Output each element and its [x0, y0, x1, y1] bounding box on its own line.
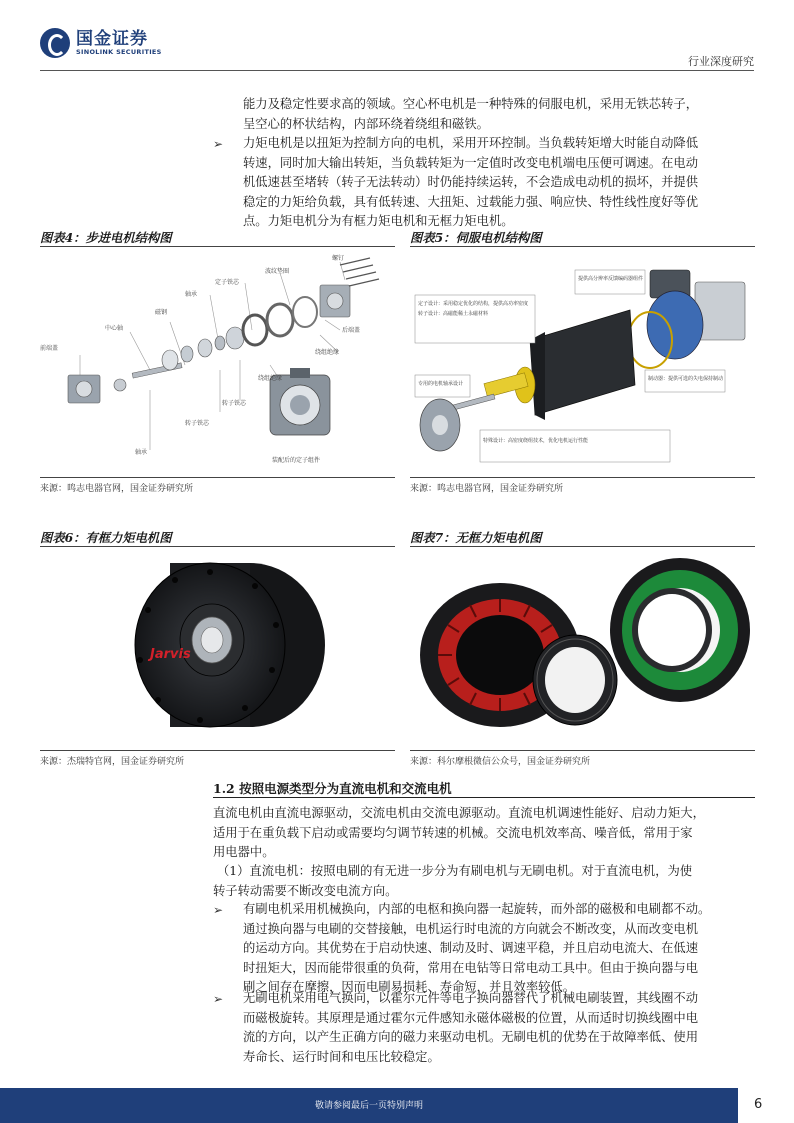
label-winding-insulation: 绕组绝缘 [315, 349, 340, 356]
label-winding-insulation-2: 绕组绝缘 [258, 375, 283, 382]
figure4-bottom-rule [40, 477, 395, 478]
figure7-title: 图表7：无框力矩电机图 [410, 530, 542, 545]
label-stator-design: 定子设计：采用稳定优化的结构，提供高功率密度 [418, 301, 529, 307]
section-heading: 1.2 按照电源类型分为直流电机和交流电机 [213, 781, 452, 796]
bullet-icon: ➢ [213, 992, 224, 1006]
dc-ac-paragraph: 直流电机由直流电源驱动，交流电机由交流电源驱动。直流电机调速性能好、启动力矩大， 适用于在重负载下启动或需要均匀调节转速的机械。交流电机效率高、噪音低，常用于家 用电器中。 [213, 806, 705, 859]
logo-name-en: SINOLINK SECURITIES [76, 48, 162, 56]
figure7-frameless-torque-motor [410, 550, 755, 745]
figure5-bottom-rule [410, 477, 755, 478]
label-rotor-core: 转子铁芯 [222, 400, 247, 407]
figure7-source: 来源：科尔摩根微信公众号，国金证券研究所 [410, 757, 591, 767]
dc-motor-paragraph: （1）直流电机：按照电刷的有无进一步分为有刷电机与无刷电机。对于直流电机，为使 转子转动需要不断改变电流方向。 [213, 864, 693, 898]
label-magnet: 磁钢 [155, 309, 168, 316]
figure6-bottom-rule [40, 750, 395, 751]
torque-motor-paragraph: 力矩电机是以扭矩为控制方向的电机，采用开环控制。当负载转矩增大时能自动降低 转速，同时加大输出转矩，当负载转矩为一定值时改变电机端电压便可调速。在电动 机低速甚至堵转（转子无法转动）时仍能持续运转，不会造成电动机的损坏，并提供 稳定的力矩给负载，具有低转速、大扭矩、过载能力强、响应快、特性线性度好等优 点。力矩电机分为有框力矩电机和无框力矩电机。 [243, 136, 698, 228]
figure5-rule [410, 246, 755, 247]
figure5-servo-diagram [410, 250, 755, 475]
figure4-source: 来源：鸣志电器官网，国金证券研究所 [40, 484, 194, 494]
figure4-title: 图表4：步进电机结构图 [40, 230, 172, 245]
label-stator-assembly: 装配后的定子组件 [272, 457, 321, 464]
bullet-icon: ➢ [213, 903, 224, 917]
bullet-icon: ➢ [213, 137, 224, 151]
company-logo [40, 28, 162, 58]
figure6-title: 图表6：有框力矩电机图 [40, 530, 172, 545]
figure6-source: 来源：杰瑞特官网，国金证券研究所 [40, 757, 185, 767]
label-special-design: 特殊设计：高密度绕组技术，优化电机运行性能 [483, 438, 589, 444]
label-stator-core: 定子铁芯 [215, 279, 240, 286]
figure4-rule [40, 246, 395, 247]
footer-disclaimer: 敬请参阅最后一页特别声明 [314, 1101, 423, 1111]
logo-name-cn: 国金证券 [76, 29, 148, 49]
brushed-motor-paragraph: 有刷电机采用机械换向，内部的电枢和换向器一起旋转，而外部的磁极和电刷都不动。 通过换向器与电刷的交替接触，电机运行时电流的方向就会不断改变，从而改变电机 的运动方向。其优势在于启动快速、制动及时、调速平稳，并且启动电流大、在低速 时扭矩大，因而能带很重的负荷，常用在电钻等日常电动工具中。但由于换向器与电 刷之间存在摩擦，因而电刷易损耗、寿命短，并且效率较低。 [243, 902, 711, 994]
label-rotor-design: 转子设计：高磁能稀土永磁材料 [418, 311, 489, 317]
label-bearing: 轴承 [185, 291, 198, 298]
label-rotor-core-2: 转子铁芯 [185, 420, 210, 427]
figure6-rule [40, 546, 395, 547]
label-rear-cover: 后端盖 [342, 327, 361, 334]
logo-mark-icon [40, 28, 70, 58]
report-type: 行业深度研究 [688, 55, 754, 68]
page-header [0, 0, 794, 80]
brushless-motor-paragraph: 无刷电机采用电气换向，以霍尔元件等电子换向器替代了机械电刷装置，其线圈不动 而磁极旋转。其原理是通过霍尔元件感知永磁体磁极的位置，从而适时切换线圈中电 流的方向，以产生正确方向的磁力来驱动电机。无刷电机的优势在于故障率低、使用 寿命长、运行时间和电压比较稳定。 [243, 991, 698, 1064]
section-divider [213, 797, 755, 798]
header-divider [40, 70, 754, 71]
label-front-cover: 前端盖 [40, 345, 59, 352]
label-bearing-note: 专用的电机轴承设计 [418, 381, 464, 387]
label-brake: 制动器：提供可选的失电保持制动 [648, 376, 724, 382]
label-wave-washer: 波纹垫圈 [265, 268, 290, 275]
label-encoder: 提供高分辨率反馈编码器组件 [578, 276, 644, 282]
page-number: 6 [754, 1097, 763, 1112]
label-bearing-2: 轴承 [135, 449, 148, 456]
figure5-source: 来源：鸣志电器官网，国金证券研究所 [410, 484, 564, 494]
figure6-framed-torque-motor [40, 550, 395, 745]
brand-logo: Jarvis [150, 647, 191, 662]
servo-paragraph-cont: 能力及稳定性要求高的领域。空心杯电机是一种特殊的伺服电机，采用无铁芯转子， 呈空心的杯状结构，内部环绕着绕组和磁铁。 [243, 97, 698, 131]
figure7-bottom-rule [410, 750, 755, 751]
figure5-title: 图表5：伺服电机结构图 [410, 230, 542, 245]
figure7-rule [410, 546, 755, 547]
figure4-stepper-diagram [40, 250, 395, 475]
label-screw: 螺钉 [332, 255, 345, 262]
label-center-shaft: 中心轴 [105, 325, 124, 332]
